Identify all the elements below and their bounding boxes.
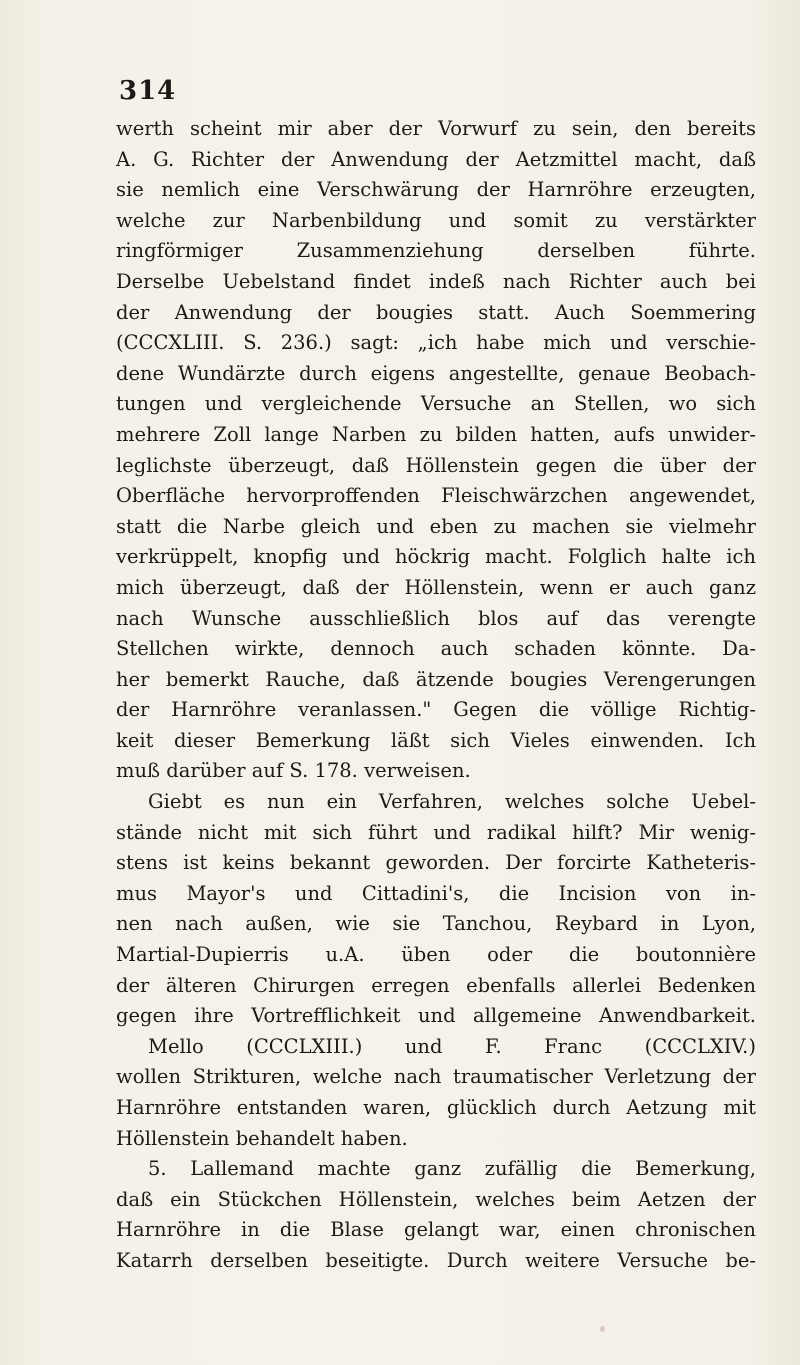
text-line: der Harnröhre veranlassen." Gegen die völlige Richtig- (116, 698, 756, 722)
text-line: Martial-Dupierris u.A. üben oder die boutonnière (116, 943, 756, 967)
text-line: nen nach außen, wie sie Tanchou, Reybard in Lyon, (116, 912, 756, 936)
text-line: 5. Lallemand machte ganz zufällig die Bemerkung, (148, 1157, 756, 1181)
text-line: A. G. Richter der Anwendung der Aetzmittel macht, daß (116, 147, 756, 171)
text-line: nach Wunsche ausschließlich blos auf das verengte (116, 606, 756, 630)
text-line: (CCCXLIII. S. 236.) sagt: „ich habe mich und verschie- (116, 331, 756, 355)
text-line: Harnröhre in die Blase gelangt war, einen chronischen (116, 1218, 756, 1242)
text-line: Höllenstein behandelt haben. (116, 1126, 408, 1150)
text-line: der Anwendung der bougies statt. Auch Soemmering (116, 300, 756, 324)
page-number: 314 (119, 76, 177, 106)
text-line: stens ist keins bekannt geworden. Der forcirte Katheteris- (116, 851, 756, 875)
text-line: wollen Strikturen, welche nach traumatischer Verletzung der (116, 1065, 756, 1089)
text-line: Oberfläche hervorproffenden Fleischwärzchen angewendet, (116, 484, 756, 508)
text-line: der älteren Chirurgen erregen ebenfalls allerlei Bedenken (116, 973, 756, 997)
text-line: werth scheint mir aber der Vorwurf zu sein, den bereits (116, 117, 756, 140)
text-line: mus Mayor's und Cittadini's, die Incision von in- (116, 881, 756, 905)
text-line: leglichste überzeugt, daß Höllenstein gegen die über der (116, 453, 756, 477)
text-line: gegen ihre Vortrefflichkeit und allgemeine Anwendbarkeit. (116, 1004, 756, 1028)
text-line: her bemerkt Rauche, daß ätzende bougies Verengerungen (116, 667, 756, 691)
text-line: Harnröhre entstanden waren, glücklich durch Aetzung mit (116, 1096, 756, 1119)
text-line: Derselbe Uebelstand findet indeß nach Richter auch bei (116, 269, 756, 293)
text-line: keit dieser Bemerkung läßt sich Vieles einwenden. Ich (116, 728, 756, 752)
body-text (116, 114, 756, 1277)
text-line: dene Wundärzte durch eigens angestellte, genaue Beobach- (116, 361, 756, 385)
text-line: daß ein Stückchen Höllenstein, welches beim Aetzen der (116, 1187, 756, 1211)
text-line: mehrere Zoll lange Narben zu bilden hatten, aufs unwider- (116, 422, 756, 446)
text-line: statt die Narbe gleich und eben zu machen sie vielmehr (116, 514, 756, 538)
text-line: welche zur Narbenbildung und somit zu verstärkter (116, 208, 756, 232)
text-line: mich überzeugt, daß der Höllenstein, wenn er auch ganz (116, 575, 756, 599)
text-line: Giebt es nun ein Verfahren, welches solche Uebel- (148, 790, 756, 814)
text-line: verkrüppelt, knopfig und höckrig macht. Folglich halte ich (116, 545, 756, 569)
text-line: ringförmiger Zusammenziehung derselben führte. (116, 239, 756, 263)
text-line: sie nemlich eine Verschwärung der Harnröhre erzeugten, (116, 178, 756, 202)
text-line: Katarrh derselben beseitigte. Durch weitere Versuche be- (116, 1248, 756, 1272)
text-line: Stellchen wirkte, dennoch auch schaden könnte. Da- (116, 637, 756, 661)
ink-speck (600, 1326, 605, 1332)
text-line: Mello (CCCLXIII.) und F. Franc (CCCLXIV.) (148, 1034, 756, 1058)
text-line: tungen und vergleichende Versuche an Stellen, wo sich (116, 392, 756, 416)
text-line: muß darüber auf S. 178. verweisen. (116, 759, 471, 783)
text-line: stände nicht mit sich führt und radikal hilft? Mir wenig- (116, 820, 756, 844)
